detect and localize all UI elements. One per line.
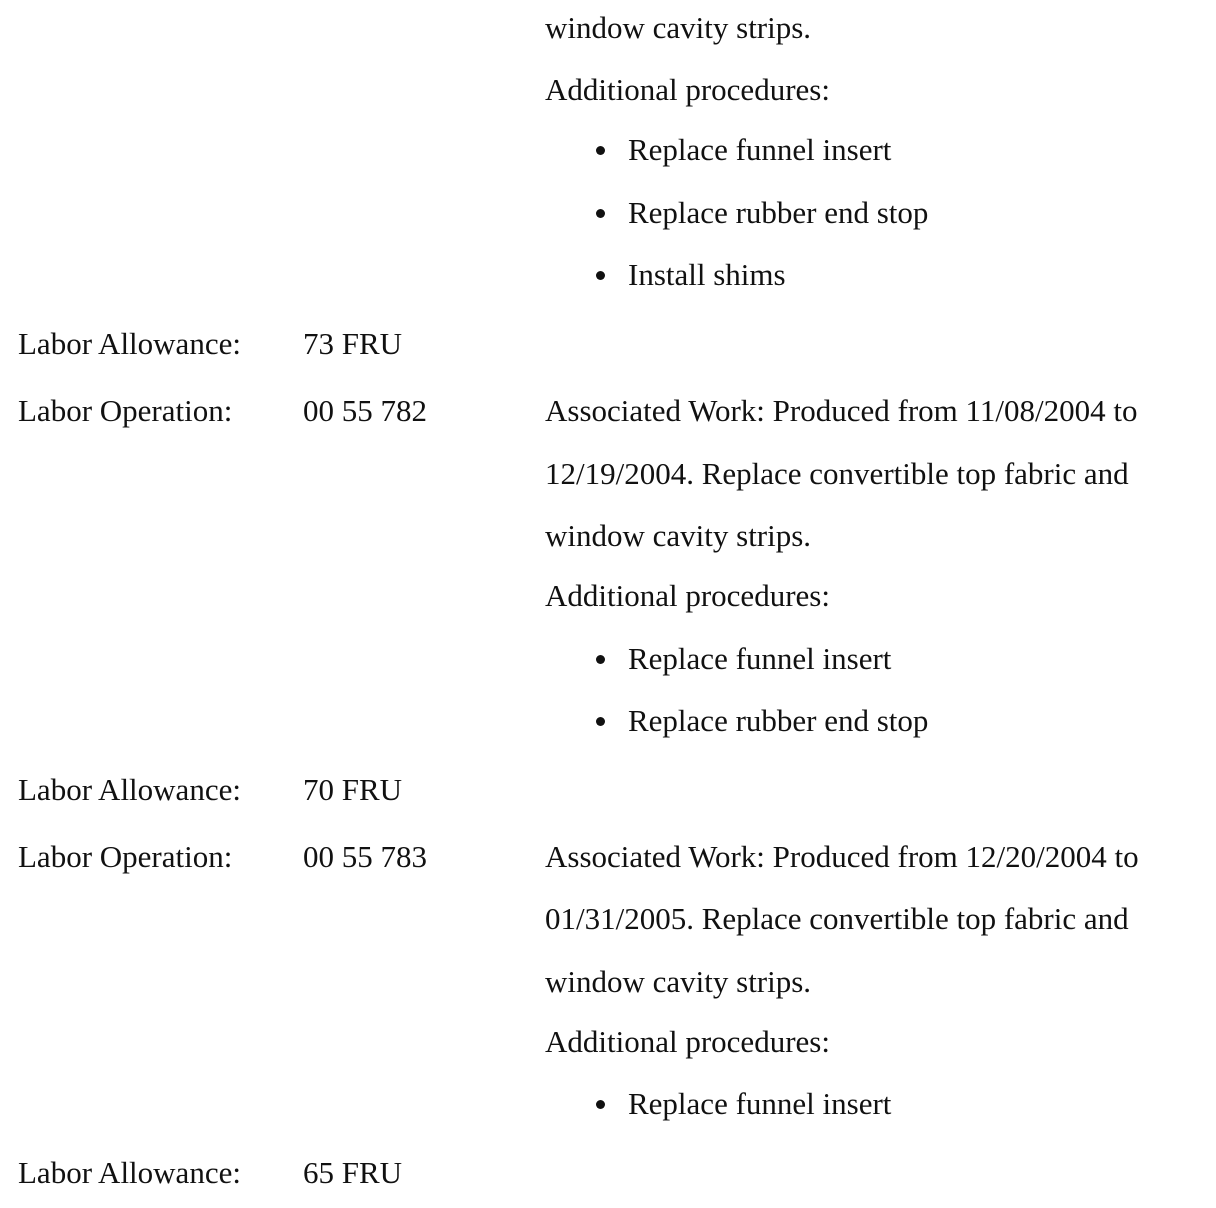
associated-work-line: 01/31/2005. Replace convertible top fabric and <box>545 901 1129 936</box>
bullet-icon <box>596 146 605 155</box>
labor-operation-label: Labor Operation: <box>18 393 233 428</box>
bullet-icon <box>596 209 605 218</box>
procedure-item: Replace rubber end stop <box>628 195 929 230</box>
labor-allowance-label: Labor Allowance: <box>18 326 241 361</box>
bullet-icon <box>596 1100 605 1109</box>
associated-work-line: 12/19/2004. Replace convertible top fabric and <box>545 456 1129 491</box>
labor-allowance-label: Labor Allowance: <box>18 1155 241 1190</box>
labor-allowance-value: 65 FRU <box>303 1155 403 1190</box>
additional-procedures-label: Additional procedures: <box>545 1024 830 1059</box>
bullet-icon <box>596 271 605 280</box>
procedure-item: Replace funnel insert <box>628 132 892 167</box>
associated-work-line: window cavity strips. <box>545 964 812 999</box>
labor-allowance-label: Labor Allowance: <box>18 772 241 807</box>
labor-operation-label: Labor Operation: <box>18 839 233 874</box>
associated-work-line: Associated Work: Produced from 12/20/2004 to <box>545 839 1139 874</box>
labor-operation-code: 00 55 782 <box>303 393 427 428</box>
procedure-item: Replace rubber end stop <box>628 703 929 738</box>
procedure-item: Replace funnel insert <box>628 641 892 676</box>
associated-work-line: window cavity strips. <box>545 518 812 553</box>
associated-work-line: Associated Work: Produced from 11/08/2004 to <box>545 393 1138 428</box>
bullet-icon <box>596 717 605 726</box>
associated-work-line: window cavity strips. <box>545 10 812 45</box>
additional-procedures-label: Additional procedures: <box>545 72 830 107</box>
labor-allowance-value: 70 FRU <box>303 772 403 807</box>
procedure-item: Replace funnel insert <box>628 1086 892 1121</box>
labor-allowance-value: 73 FRU <box>303 326 403 361</box>
bullet-icon <box>596 655 605 664</box>
additional-procedures-label: Additional procedures: <box>545 578 830 613</box>
procedure-item: Install shims <box>628 257 786 292</box>
labor-operation-code: 00 55 783 <box>303 839 427 874</box>
